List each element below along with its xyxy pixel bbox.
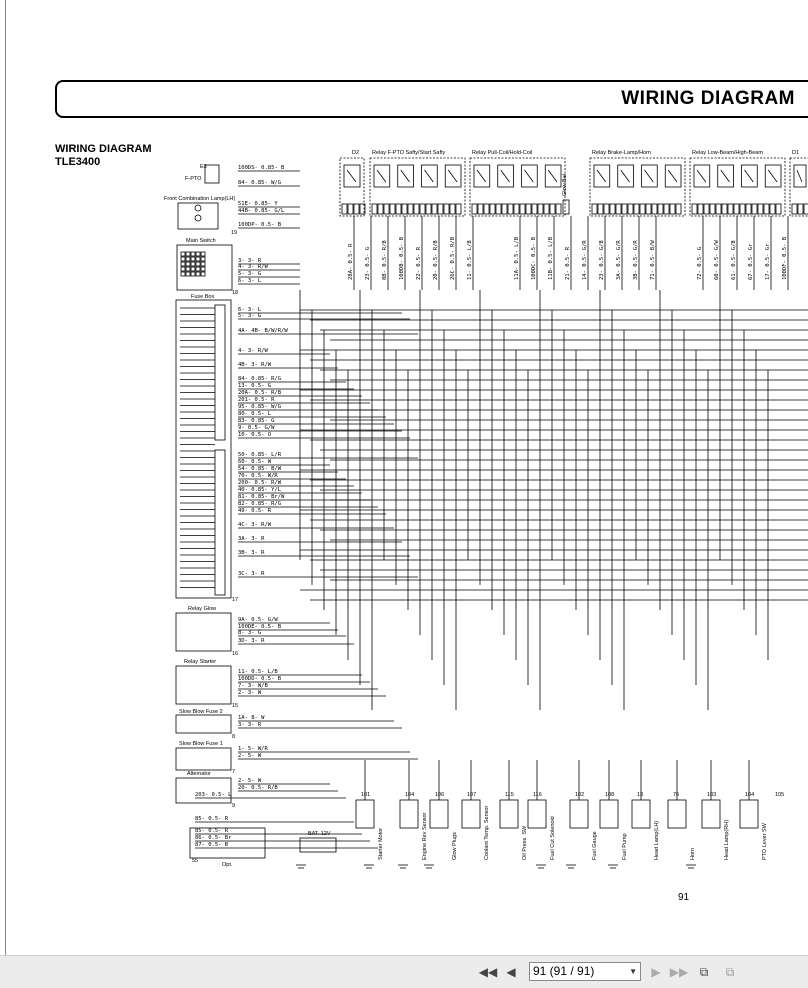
relay-contact — [797, 170, 802, 182]
relay-coil — [522, 165, 538, 187]
relay-contact — [597, 170, 606, 182]
relay-pin — [478, 204, 483, 214]
relay-pin — [496, 204, 501, 214]
relay-contact — [668, 170, 677, 182]
relay-coil — [545, 165, 561, 187]
relay-pin — [592, 204, 597, 214]
wire-label: 3C- 3- R — [238, 571, 265, 577]
relay-coil — [718, 165, 734, 187]
component-id: 107 — [467, 792, 477, 798]
relay-contact — [501, 170, 510, 182]
wire-label: 100DD- 0.5- B — [238, 676, 282, 682]
wire-label: 95- 0.85- W/G — [238, 404, 282, 410]
page-selector-value: 91 (91 / 91) — [533, 964, 595, 978]
relay-coil — [374, 165, 390, 187]
relay-pin — [740, 204, 745, 214]
relay-coil — [765, 165, 781, 187]
switch-cell — [181, 272, 185, 276]
fuse-box — [176, 300, 231, 598]
component-label: Head Lamp(RH) — [724, 819, 730, 860]
switch-cell — [196, 252, 200, 256]
component-id: E3 — [200, 164, 207, 170]
wire-label: 72- 0.5- G — [697, 246, 703, 280]
relay-pin — [538, 204, 543, 214]
switch-cell — [181, 257, 185, 261]
component-label: Starter Motor — [378, 827, 384, 860]
wire-label: 21- 0.5- R — [565, 246, 571, 280]
relay-pin — [798, 204, 803, 214]
wire-label: 23- 0.5- G/B — [599, 240, 605, 280]
component-label: Relay Starter — [184, 659, 217, 665]
relay-coil — [642, 165, 658, 187]
relay-title: Relay Brake-Lamp/Horn — [592, 150, 651, 156]
chevron-down-icon: ▼ — [629, 967, 637, 976]
wire-label: 26C- 0.5- R/B — [450, 236, 456, 280]
relay-contact — [745, 170, 754, 182]
wire-label: 3A- 0.5- G/R — [616, 240, 622, 280]
wire-label: 81- 0.85- Br/W — [238, 494, 285, 500]
wire-label: 200- 0.5- R/W — [238, 480, 282, 486]
relay-pin — [616, 204, 621, 214]
relay-pin — [598, 204, 603, 214]
wire-label: 201- 0.5- R — [238, 397, 275, 403]
component-label: Fuse Box — [191, 294, 215, 300]
relay-title: Relay Low-Beam/High-Beam — [692, 150, 763, 156]
relay-coil — [474, 165, 490, 187]
component-id: 13 — [637, 792, 644, 798]
wire-label: 84- 0.85- W/G — [238, 180, 282, 186]
wire-label: 61- 0.5- G/B — [731, 240, 737, 280]
wire-label: 28A- 0.5- R — [348, 243, 354, 280]
wire-label: 100DS- 0.85- B — [238, 165, 285, 171]
relay-pin — [396, 204, 401, 214]
component-id: 106 — [435, 792, 445, 798]
relay-pin — [652, 204, 657, 214]
component-label: F-PTO — [185, 176, 202, 182]
switch-cell — [181, 267, 185, 271]
component-label: Opt. — [222, 862, 233, 868]
relay-pin — [502, 204, 507, 214]
wire-label: 87- 0.5- B — [195, 842, 229, 848]
wire-label: 44B- 0.85- G/L — [238, 208, 285, 214]
relay-title: Relay Pull-Coil/Hold-Coil — [472, 150, 533, 156]
component-label: Head Lamp(LH) — [654, 820, 660, 860]
relay-title: D1 — [792, 150, 800, 156]
component-label: Fuel Cut Solenoid — [550, 816, 556, 860]
wire-label: 1A- 8- W — [238, 715, 265, 721]
component-connector — [632, 800, 650, 828]
wire-label: 6- 3- L — [238, 307, 262, 313]
relay-pin — [563, 200, 569, 214]
relay-pin — [378, 204, 383, 214]
component-id: 16 — [232, 651, 239, 657]
wire-label: 40- 0.85- Y/L — [238, 487, 282, 493]
relay-pin — [770, 204, 775, 214]
relay-coil — [498, 165, 514, 187]
switch-cell — [201, 267, 205, 271]
relay-pin — [670, 204, 675, 214]
next-page-icon[interactable]: ▶ — [651, 965, 661, 979]
wire-label: 9- 0.5- G/W — [238, 425, 275, 431]
relay-contact — [401, 170, 410, 182]
switch-cell — [191, 252, 195, 256]
relay-contact — [377, 170, 386, 182]
wire-label: 10- 0.5- O — [238, 432, 272, 438]
component-id: 17 — [232, 597, 239, 603]
lamp-icon — [195, 205, 201, 211]
relay-pin — [438, 204, 443, 214]
wire-label: 100DF- 0.5- B — [782, 236, 788, 280]
relay-pin — [792, 204, 797, 214]
relay-pin — [342, 204, 347, 214]
switch-cell — [201, 252, 205, 256]
relay-pin — [604, 204, 609, 214]
component-id: 102 — [575, 792, 585, 798]
wire-label: 83- 0.85- G — [238, 418, 275, 424]
page-number: 91 — [678, 892, 690, 903]
battery-box — [300, 838, 336, 852]
wire-label: 3- 3- R — [238, 722, 262, 728]
wire-label: 3B- 3- R — [238, 550, 265, 556]
component-id: 108 — [605, 792, 615, 798]
switch-cell — [196, 272, 200, 276]
relay-pin — [384, 204, 389, 214]
connector — [205, 165, 219, 183]
switch-cell — [186, 252, 190, 256]
switch-cell — [191, 262, 195, 266]
component-label: Oil Press. SW — [522, 825, 528, 860]
relay-title: D2 — [352, 150, 360, 156]
component-id: 19 — [231, 230, 238, 236]
lamp-icon — [195, 215, 201, 221]
component-id: 9 — [232, 803, 236, 809]
wire-label: 82- 0.85- R/G — [238, 501, 282, 507]
relay-contact — [448, 170, 457, 182]
component-connector — [528, 800, 546, 828]
component-connector — [356, 800, 374, 828]
relay-pin — [658, 204, 663, 214]
relay-coil — [665, 165, 681, 187]
fuse-terminals — [215, 305, 225, 440]
relay-pin — [610, 204, 615, 214]
switch-cell — [191, 267, 195, 271]
relay-pin — [776, 204, 781, 214]
component-id: 55 — [192, 858, 199, 864]
fuse-terminals — [215, 450, 225, 595]
model-name: TLE3400 — [55, 156, 101, 168]
relay-pin — [634, 204, 639, 214]
relay-coil — [445, 165, 461, 187]
relay-pin — [508, 204, 513, 214]
wire-label: 14- 0.5- G/R — [582, 240, 588, 280]
component-label: Main Switch — [186, 238, 216, 244]
diagram-heading: WIRING DIAGRAM — [55, 143, 152, 155]
component-connector — [740, 800, 758, 828]
component-label: Front Combination Lamp(LH) — [164, 196, 236, 202]
wire-label: 5- 3- G — [238, 313, 262, 319]
relay-pin — [710, 204, 715, 214]
relay-pin — [628, 204, 633, 214]
component-connector — [400, 800, 418, 828]
relay-pin — [544, 204, 549, 214]
fit-page-icon[interactable]: ⧉ — [699, 964, 709, 979]
relay-side-label: Glow Bel — [562, 173, 568, 196]
switch-cell — [186, 272, 190, 276]
wire-label: 71- 0.5- B/W — [650, 240, 656, 280]
alternator-box — [176, 778, 231, 803]
component-connector — [430, 800, 448, 828]
relay-pin — [354, 204, 359, 214]
component-label: Glow Plugs — [452, 832, 458, 860]
component-label: Coolant Temp. Sensor — [484, 805, 490, 860]
relay-title: Relay F-PTO Safty/Start Safty — [372, 150, 446, 156]
wire-label: 3D- 3- R — [238, 638, 265, 644]
wire-label: 100DE- 0.5- B — [238, 624, 282, 630]
wire-label: 60- 0.5- W — [238, 459, 272, 465]
wire-label: 11- 0.5- L/B — [467, 240, 473, 280]
component-connector — [462, 800, 480, 828]
component-id: 8 — [232, 734, 236, 740]
relay-pin — [676, 204, 681, 214]
connector — [178, 203, 218, 229]
relay-pin — [390, 204, 395, 214]
component-id: 18 — [232, 290, 239, 296]
component-id: 76 — [673, 792, 680, 798]
component-id: 104 — [405, 792, 415, 798]
wire-label: 4B- 3- R/W — [238, 362, 272, 368]
relay-pin — [490, 204, 495, 214]
relay-pin — [414, 204, 419, 214]
wire-label: 4- 3- R/W — [238, 264, 268, 270]
wire-label: 1- 5- W/R — [238, 746, 268, 752]
relay-contact — [548, 170, 557, 182]
component-connector — [702, 800, 720, 828]
relay-contact — [477, 170, 486, 182]
wire-label: 4C- 3- R/W — [238, 522, 272, 528]
wire-label: 22- 0.5- R — [416, 246, 422, 280]
relay-pin — [484, 204, 489, 214]
fit-width-icon[interactable]: ⧉ — [725, 964, 735, 979]
switch-cell — [201, 257, 205, 261]
component-label: Alternator — [187, 771, 211, 777]
relay-pin — [450, 204, 455, 214]
component-id: 103 — [707, 792, 717, 798]
relay-pin — [456, 204, 461, 214]
wire-label: 67- 0.5- Gr — [748, 243, 754, 280]
relay-pin — [698, 204, 703, 214]
relay-coil — [742, 165, 758, 187]
relay-pin — [532, 204, 537, 214]
component-label: Fuel Pump — [622, 833, 628, 860]
wire-label: 8- 3- G — [238, 630, 262, 636]
relay-coil — [422, 165, 438, 187]
relay-pin — [622, 204, 627, 214]
relay-contact — [721, 170, 730, 182]
wire-label: 3A- 3- R — [238, 536, 265, 542]
relay-contact — [621, 170, 630, 182]
wire-label: 11- 0.5- L/B — [238, 669, 278, 675]
wire-label: 80- 0.5- L — [238, 411, 272, 417]
relay-pin — [444, 204, 449, 214]
switch-cell — [201, 272, 205, 276]
relay-contact — [347, 170, 356, 182]
wire-label: 100DB- 0.5- B — [399, 236, 405, 280]
wire-label: 17- 0.5- Gr — [765, 243, 771, 280]
switch-cell — [196, 262, 200, 266]
wire-label: 3- 3- R — [238, 258, 262, 264]
switch-cell — [201, 262, 205, 266]
relay-pin — [348, 204, 353, 214]
component-id: 101 — [361, 792, 371, 798]
relay-pin — [472, 204, 477, 214]
component-label: Fuel Gauge — [592, 831, 598, 860]
component-label: Relay Glow — [188, 606, 217, 612]
relay-pin — [550, 204, 555, 214]
relay-pin — [692, 204, 697, 214]
relay-pin — [372, 204, 377, 214]
component-id: 15 — [232, 703, 239, 709]
relay-coil — [618, 165, 634, 187]
page-selector[interactable] — [529, 962, 641, 981]
relay-pin — [520, 204, 525, 214]
relay-pin — [734, 204, 739, 214]
relay-pin — [804, 204, 808, 214]
wire-label: 8B- 0.5- R/B — [382, 240, 388, 280]
component-connector — [500, 800, 518, 828]
component-connector — [668, 800, 686, 828]
relay-pin — [722, 204, 727, 214]
relay-contact — [768, 170, 777, 182]
relay-contact — [425, 170, 434, 182]
wire-label: 20- 0.5- R/B — [238, 785, 278, 791]
component-connector — [600, 800, 618, 828]
relay-contact — [697, 170, 706, 182]
relay-contact — [525, 170, 534, 182]
relay-pin — [640, 204, 645, 214]
component-label: Horn — [690, 848, 696, 860]
switch-cell — [196, 267, 200, 271]
switch-cell — [181, 262, 185, 266]
wire-label: 9A- 0.5- G/W — [238, 617, 278, 623]
battery-label: BAT. 12V — [308, 831, 331, 837]
component-id: 104 — [745, 792, 755, 798]
switch-cell — [186, 257, 190, 261]
relay-glow-box — [176, 613, 231, 651]
relay-pin — [556, 204, 561, 214]
wire-label: 2- 5- W — [238, 753, 262, 759]
wire-label: 4A- 4B- B/W/R/W — [238, 328, 288, 334]
prev-page-icon[interactable]: ◀ — [506, 965, 516, 979]
first-page-icon[interactable]: ◀◀ — [478, 965, 498, 979]
relay-pin — [746, 204, 751, 214]
relay-pin — [646, 204, 651, 214]
wire-label: 3B- 0.5- G/R — [633, 240, 639, 280]
wire-label: 20- 0.5- R/B — [433, 240, 439, 280]
relay-pin — [664, 204, 669, 214]
relay-coil — [794, 165, 806, 187]
fuse-1-box — [176, 748, 231, 770]
wire-label: 2- 3- W — [238, 690, 262, 696]
wire-label: 4- 3- R/W — [238, 348, 268, 354]
fuse-2-box — [176, 715, 231, 733]
component-id: 115 — [505, 792, 514, 798]
wire-label: 6- 3- L — [238, 278, 262, 284]
relay-pin — [408, 204, 413, 214]
wire-label: 84- 0.85- R/G — [238, 376, 282, 382]
wire-label: 70- 0.5- W/R — [238, 473, 278, 479]
relay-pin — [752, 204, 757, 214]
relay-contact — [645, 170, 654, 182]
wire-label: 11A- 0.5- L/B — [514, 236, 520, 280]
wire-label: 7- 3- W/B — [238, 683, 268, 689]
relay-pin — [704, 204, 709, 214]
switch-cell — [186, 267, 190, 271]
wire-label: 86- 0.5- Br — [195, 835, 232, 841]
wire-label: 13- 0.5- G — [238, 383, 272, 389]
switch-cell — [191, 272, 195, 276]
switch-cell — [186, 262, 190, 266]
pdf-viewer-toolbar — [0, 955, 808, 988]
wire-label: 100DC- 0.5- B — [531, 236, 537, 280]
component-connector — [570, 800, 588, 828]
wire-label: 51E- 0.85- Y — [238, 201, 278, 207]
wire-label: 54- 0.85- B/W — [238, 466, 282, 472]
wire-label: 50- 0.85- L/R — [238, 452, 282, 458]
wire-label: 23- 0.5- G — [365, 246, 371, 280]
switch-cell — [196, 257, 200, 261]
wire-label: 49- 0.5- R — [238, 508, 272, 514]
relay-pin — [526, 204, 531, 214]
wire-label: 5- 3- G — [238, 271, 262, 277]
wire-label: 60- 0.5- G/W — [714, 240, 720, 280]
relay-coil — [594, 165, 610, 187]
relay-coil — [398, 165, 414, 187]
switch-cell — [191, 257, 195, 261]
wire-label: 2- 5- W — [238, 778, 262, 784]
wire-label: 203- 0.5- L — [195, 792, 232, 798]
component-id: 7 — [232, 769, 236, 775]
relay-pin — [716, 204, 721, 214]
wire-label: 85- 0.5- R — [195, 816, 229, 822]
wire-label: 100DP- 0.5- B — [238, 222, 282, 228]
relay-pin — [758, 204, 763, 214]
relay-pin — [426, 204, 431, 214]
relay-pin — [514, 204, 519, 214]
relay-pin — [728, 204, 733, 214]
relay-pin — [420, 204, 425, 214]
relay-pin — [764, 204, 769, 214]
relay-coil — [694, 165, 710, 187]
component-id: 105 — [775, 792, 785, 798]
component-label: Slow Blow Fuse 1 — [179, 741, 223, 747]
component-label: Engine Rev Sensor — [422, 812, 428, 860]
relay-pin — [402, 204, 407, 214]
last-page-icon[interactable]: ▶▶ — [669, 965, 689, 979]
wire-label: 11B- 0.5- L/B — [548, 236, 554, 280]
component-label: Slow Blow Fuse 2 — [179, 709, 223, 715]
wire-label: 20A- 0.5- R/B — [238, 390, 282, 396]
switch-cell — [181, 252, 185, 256]
banner-title: WIRING DIAGRAM — [621, 88, 795, 109]
wire-label: 85- 0.5- R — [195, 828, 229, 834]
relay-starter-box — [176, 666, 231, 704]
component-id: 116 — [533, 792, 542, 798]
relay-pin — [432, 204, 437, 214]
component-label: PTO Lever SW — [762, 823, 768, 860]
